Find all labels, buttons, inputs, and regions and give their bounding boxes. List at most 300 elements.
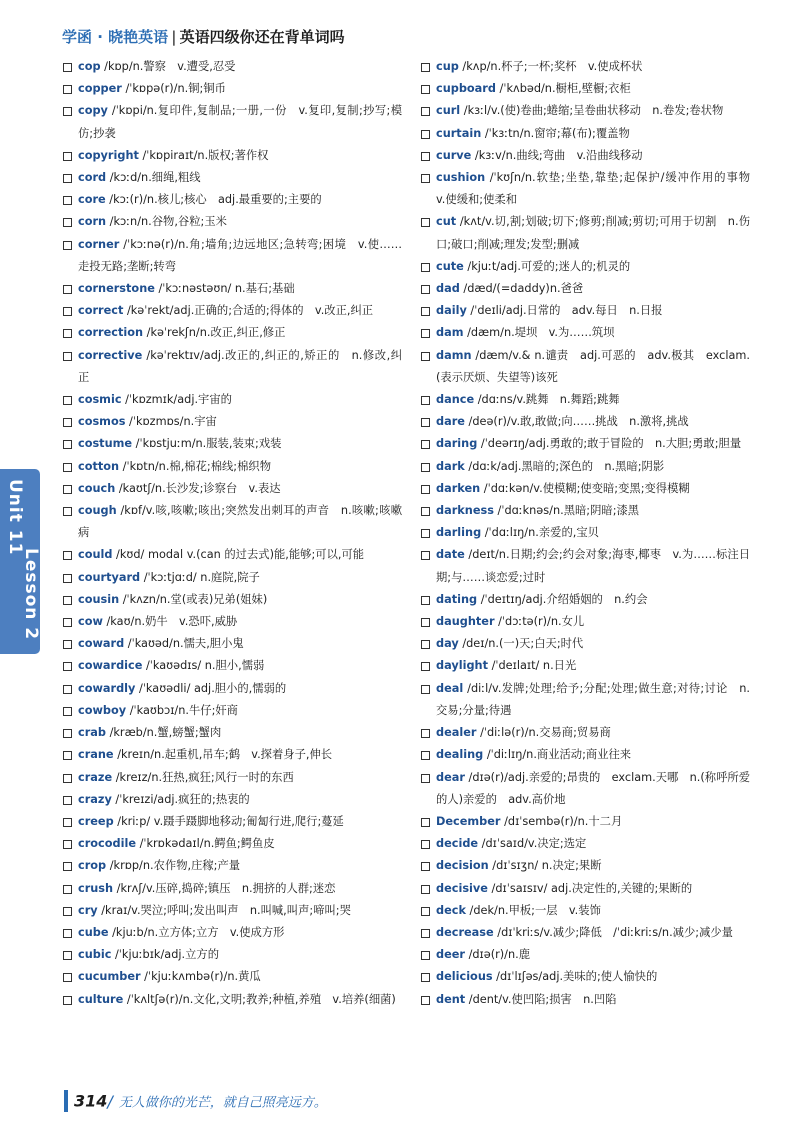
vocab-definition: /ˈkreɪzi/adj.疯狂的;热衷的 [111, 792, 250, 806]
vocab-entry [62, 767, 402, 789]
vocab-word: copy [78, 104, 108, 118]
vocab-entry [62, 922, 402, 944]
checkbox-icon[interactable] [63, 63, 72, 72]
vocab-word: curl [436, 104, 461, 118]
vocab-word: daily [436, 304, 467, 318]
vocab-definition: /ˈkɔːnəstəʊn/ n.基石;基础 [154, 282, 295, 296]
checkbox-icon[interactable] [63, 774, 72, 783]
vocab-definition: /ˈdɑːlɪŋ/n.亲爱的,宝贝 [481, 526, 599, 540]
vocab-definition: /deɪt/n.日期;约会;约会对象;海枣,椰枣 v.为……标注日期;与……谈恋爱;过时 [436, 548, 750, 584]
vocab-entry [420, 345, 750, 389]
checkbox-icon[interactable] [63, 907, 72, 916]
vocab-word: cotton [78, 459, 120, 473]
vocab-word: copper [78, 82, 122, 96]
page-footer [64, 1090, 327, 1112]
vocab-definition: /dɑːk/adj.黑暗的;深色的 n.黑暗;阴影 [464, 459, 665, 473]
checkbox-icon[interactable] [63, 218, 72, 227]
vocab-word: curtain [436, 126, 482, 140]
checkbox-icon[interactable] [63, 640, 72, 649]
vocab-definition: /ˈkɔːtjɑːd/ n.庭院,院子 [140, 570, 260, 584]
checkbox-icon[interactable] [63, 840, 72, 849]
vocab-definition: /kəˈrekt/adj.正确的;合适的;得体的 v.改正,纠正 [123, 304, 374, 318]
vocab-word: copyright [78, 148, 139, 162]
vocab-word: curve [436, 148, 472, 162]
vocab-word: cucumber [78, 970, 141, 984]
vocab-entry [420, 56, 750, 78]
checkbox-icon[interactable] [63, 929, 72, 938]
vocab-word: cube [78, 925, 109, 939]
checkbox-icon[interactable] [421, 996, 430, 1005]
left-word-column [62, 56, 402, 1011]
vocab-definition: /kaʊtʃ/n.长沙发;诊察台 v.表达 [115, 481, 281, 495]
vocab-word: date [436, 548, 465, 562]
checkbox-icon[interactable] [63, 751, 72, 760]
vocab-definition: /dɪə(r)/n.鹿 [464, 948, 531, 962]
vocab-word: craze [78, 770, 113, 784]
vocab-word: decisive [436, 881, 488, 895]
vocab-definition: /kræb/n.蟹,螃蟹;蟹肉 [105, 726, 222, 740]
checkbox-icon[interactable] [63, 662, 72, 671]
vocab-entry [62, 611, 402, 633]
vocab-word: decision [436, 859, 489, 873]
checkbox-icon[interactable] [421, 463, 430, 472]
vocab-word: cup [436, 60, 459, 73]
vocab-word: cupboard [436, 82, 496, 96]
checkbox-icon[interactable] [421, 751, 430, 760]
checkbox-icon[interactable] [63, 596, 72, 605]
vocab-definition: /kəˈrekʃn/n.改正,纠正,修正 [143, 326, 286, 340]
vocab-word: dent [436, 992, 466, 1006]
vocab-word: dad [436, 282, 460, 296]
vocab-entry [62, 100, 402, 144]
vocab-definition: /ˈkɒzmɪk/adj.宇宙的 [121, 393, 232, 407]
vocab-word: crop [78, 859, 107, 873]
vocab-entry [62, 167, 402, 189]
vocab-entry [62, 944, 402, 966]
checkbox-icon[interactable] [421, 485, 430, 494]
vocab-entry [420, 722, 750, 744]
vocab-word: core [78, 193, 106, 207]
vocab-entry [420, 78, 750, 100]
vocab-word: cowardice [78, 659, 143, 673]
vocab-entry [62, 56, 402, 78]
vocab-definition: /ˈdeɪtɪŋ/adj.介绍婚姻的 n.约会 [477, 592, 648, 606]
vocab-word: courtyard [78, 570, 141, 584]
checkbox-icon[interactable] [63, 485, 72, 494]
header-brand: 学函 · 晓艳英语 [62, 28, 169, 46]
vocab-definition: /ˈkɜːtn/n.窗帘;幕(布);覆盖物 [481, 126, 630, 140]
checkbox-icon[interactable] [63, 418, 72, 427]
vocab-definition: /ˈkaʊbɔɪ/n.牛仔;奸商 [126, 703, 238, 717]
vocab-definition: /ˈdiːlɪŋ/n.商业活动;商业往来 [483, 748, 632, 762]
vocab-definition: /kjuːt/adj.可爱的;迷人的;机灵的 [463, 259, 631, 273]
vocab-entry [420, 589, 750, 611]
checkbox-icon[interactable] [421, 218, 430, 227]
checkbox-icon[interactable] [63, 796, 72, 805]
vocab-word: crocodile [78, 837, 136, 851]
checkbox-icon[interactable] [63, 396, 72, 405]
vocab-definition: /ˈkʌbəd/n.橱柜,壁橱;衣柜 [495, 82, 631, 96]
vocab-entry [420, 433, 750, 455]
vocab-definition: /ˈdɑːknəs/n.黑暗;阴暗;漆黑 [493, 504, 640, 518]
footer-slash: / [107, 1091, 113, 1111]
vocab-definition: /ˈdiːlə(r)/n.交易商;贸易商 [476, 726, 611, 740]
vocab-word: darling [436, 526, 482, 540]
checkbox-icon[interactable] [421, 951, 430, 960]
vocab-entry [420, 123, 750, 145]
vocab-word: December [436, 814, 501, 828]
vocab-word: corner [78, 237, 120, 251]
vocab-definition: /dæm/n.堤坝 v.为……筑坝 [463, 326, 615, 340]
checkbox-icon[interactable] [421, 285, 430, 294]
vocab-definition: /kʊd/ modal v.(can 的过去式)能,能够;可以,可能 [112, 548, 365, 562]
vocab-entry [62, 411, 402, 433]
checkbox-icon[interactable] [421, 352, 430, 361]
vocab-entry [420, 767, 750, 811]
checkbox-icon[interactable] [421, 152, 430, 161]
checkbox-icon[interactable] [421, 551, 430, 560]
vocab-entry [420, 922, 750, 944]
vocab-word: crazy [78, 792, 112, 806]
vocab-definition: /ˈkɒzmɒs/n.宇宙 [125, 415, 217, 429]
vocab-entry [420, 145, 750, 167]
vocab-definition: /ˈkʌltʃə(r)/n.文化,文明;教养;种植,养殖 v.培养(细菌) [123, 992, 396, 1006]
vocab-entry [62, 589, 402, 611]
vocab-definition: /diːl/v.发牌;处理;给予;分配;处理;做生意;对待;讨论 n.交易;分量;待遇 [436, 681, 750, 717]
vocab-definition: /dɪə(r)/adj.亲爱的;昂贵的 exclam.天哪 n.(称呼所爱的人)亲爱的 adv.高价地 [436, 770, 750, 806]
vocab-entry [62, 300, 402, 322]
vocab-definition: /ˈkʌzn/n.堂(或表)兄弟(姐妹) [119, 592, 268, 606]
checkbox-icon[interactable] [63, 241, 72, 250]
checkbox-icon[interactable] [63, 352, 72, 361]
vocab-entry [62, 700, 402, 722]
vocab-definition: /ˈdɔːtə(r)/n.女儿 [494, 615, 585, 629]
vocab-entry [62, 811, 402, 833]
vocab-entry [420, 300, 750, 322]
checkbox-icon[interactable] [63, 329, 72, 338]
vocab-definition: /kɔː(r)/n.核儿;核心 adj.最重要的;主要的 [105, 193, 322, 207]
vocab-definition: /ˈdɑːkən/v.使模糊;使变暗;变黑;变得模糊 [480, 481, 690, 495]
vocab-word: crane [78, 748, 114, 762]
vocab-definition: /dɪˈkriːs/v.减少;降低 /ˈdiːkriːs/n.减少;减少量 [493, 925, 733, 939]
vocab-word: cosmos [78, 415, 126, 429]
vocab-definition: /kʌt/v.切,割;划破;切下;修剪;削减;剪切;可用于切割 n.伤口;破口;削减;理发;发型;删减 [436, 215, 750, 251]
vocab-entry [62, 744, 402, 766]
checkbox-icon[interactable] [63, 440, 72, 449]
checkbox-icon[interactable] [421, 685, 430, 694]
checkbox-icon[interactable] [421, 107, 430, 116]
vocab-definition: /kriːp/ v.蹑手蹑脚地移动;匍匐行进,爬行;蔓延 [113, 814, 344, 828]
checkbox-icon[interactable] [421, 973, 430, 982]
vocab-word: dam [436, 326, 464, 340]
vocab-word: dare [436, 415, 465, 429]
vocab-entry [420, 833, 750, 855]
vocab-definition: /krɒp/n.农作物,庄稼;产量 [106, 859, 241, 873]
vocab-entry [62, 633, 402, 655]
vocab-entry [62, 78, 402, 100]
vocab-entry [420, 456, 750, 478]
vocab-definition: /dɪˈsɪʒn/ n.决定;果断 [488, 859, 602, 873]
vocab-definition: /kjuːb/n.立方体;立方 v.使成方形 [108, 925, 285, 939]
checkbox-icon[interactable] [63, 574, 72, 583]
checkbox-icon[interactable] [421, 640, 430, 649]
vocab-word: cowboy [78, 703, 127, 717]
vocab-word: daring [436, 437, 478, 451]
checkbox-icon[interactable] [63, 618, 72, 627]
vocab-definition: /ˈkrɒkədaɪl/n.鳄鱼;鳄鱼皮 [135, 837, 275, 851]
vocab-word: corn [78, 215, 107, 229]
page-number: 314 [74, 1091, 108, 1111]
side-tab-lesson: Lesson 2 [21, 548, 41, 641]
side-tab-unit: Unit 11 [5, 479, 25, 556]
vocab-word: cosmic [78, 393, 122, 407]
vocab-definition: /kreɪn/n.起重机,吊车;鹤 v.探着身子,伸长 [113, 748, 333, 762]
vocab-definition: /ˈkɒpə(r)/n.铜;铜币 [121, 82, 226, 96]
vocab-definition: /kɜːv/n.曲线;弯曲 v.沿曲线移动 [471, 148, 643, 162]
vocab-word: cord [78, 171, 107, 185]
vocab-word: coward [78, 637, 125, 651]
footer-bar [64, 1090, 68, 1112]
vocab-definition: /kaʊ/n.奶牛 v.恐吓,威胁 [102, 615, 238, 629]
vocab-entry [420, 167, 762, 211]
vocab-definition: /ˈkɒtn/n.棉,棉花;棉线;棉织物 [119, 459, 272, 473]
vocab-definition: /ˈkaʊədɪs/ n.胆小,懦弱 [142, 659, 265, 673]
checkbox-icon[interactable] [63, 463, 72, 472]
vocab-word: correct [78, 304, 124, 318]
vocab-definition: /deɪ/n.(一)天;白天;时代 [458, 637, 584, 651]
vocab-definition: /dɪˈsaɪsɪv/ adj.决定性的,关键的;果断的 [487, 881, 693, 895]
vocab-entry [62, 234, 402, 278]
vocab-definition: /dek/n.甲板;一层 v.装饰 [465, 903, 601, 917]
checkbox-icon[interactable] [421, 862, 430, 871]
vocab-entry [62, 567, 402, 589]
checkbox-icon[interactable] [63, 174, 72, 183]
vocab-word: dealer [436, 726, 477, 740]
checkbox-icon[interactable] [421, 774, 430, 783]
vocab-definition: /dɑːns/v.跳舞 n.舞蹈;跳舞 [474, 393, 620, 407]
vocab-entry [420, 655, 750, 677]
vocab-definition: /kəˈrektɪv/adj.改正的,纠正的,矫正的 n.修改,纠正 [78, 348, 402, 384]
vocab-definition: /ˈkʊʃn/n.软垫;坐垫,靠垫;起保护/缓冲作用的事物 v.使缓和;使柔和 [436, 171, 762, 207]
vocab-definition: /ˈkjuːbɪk/adj.立方的 [111, 948, 219, 962]
vocab-entry [62, 322, 402, 344]
vocab-entry [420, 633, 750, 655]
vocab-word: darkness [436, 504, 494, 518]
vocab-entry [62, 433, 402, 455]
vocab-entry [420, 855, 750, 877]
checkbox-icon[interactable] [63, 973, 72, 982]
vocab-entry [420, 878, 750, 900]
vocab-word: day [436, 637, 459, 651]
vocab-entry [62, 789, 402, 811]
vocab-entry [62, 989, 402, 1011]
vocab-entry [62, 211, 402, 233]
vocab-definition: /ˈkɒstjuːm/n.服装,装束;戏装 [132, 437, 282, 451]
checkbox-icon[interactable] [421, 329, 430, 338]
vocab-entry [420, 478, 750, 500]
vocab-entry [62, 833, 402, 855]
checkbox-icon[interactable] [63, 951, 72, 960]
vocab-word: dance [436, 393, 475, 407]
checkbox-icon[interactable] [421, 418, 430, 427]
checkbox-icon[interactable] [421, 396, 430, 405]
vocab-definition: /kɜːl/v.(使)卷曲;蜷缩;呈卷曲状移动 n.卷发;卷状物 [460, 104, 724, 118]
checkbox-icon[interactable] [421, 174, 430, 183]
vocab-definition: /ˈkɒpi/n.复印件,复制品;一册,一份 v.复印,复制;抄写;模仿;抄袭 [78, 104, 402, 140]
vocab-word: cow [78, 615, 103, 629]
vocab-definition: /kɒp/n.警察 v.遭受,忍受 [100, 60, 236, 73]
checkbox-icon[interactable] [63, 307, 72, 316]
checkbox-icon[interactable] [421, 263, 430, 272]
checkbox-icon[interactable] [63, 107, 72, 116]
checkbox-icon[interactable] [63, 707, 72, 716]
vocab-word: costume [78, 437, 133, 451]
vocab-definition: /dent/v.使凹陷;损害 n.凹陷 [465, 992, 617, 1006]
vocab-entry [62, 278, 402, 300]
checkbox-icon[interactable] [421, 85, 430, 94]
vocab-word: dealing [436, 748, 484, 762]
vocab-entry [62, 722, 402, 744]
checkbox-icon[interactable] [421, 307, 430, 316]
checkbox-icon[interactable] [421, 130, 430, 139]
vocab-entry [62, 878, 402, 900]
vocab-entry [62, 478, 402, 500]
vocab-entry [420, 900, 750, 922]
vocab-definition: /kɔːn/n.谷物,谷粒;玉米 [106, 215, 227, 229]
vocab-entry [420, 544, 750, 588]
vocab-entry [62, 855, 402, 877]
checkbox-icon[interactable] [421, 818, 430, 827]
vocab-entry [62, 900, 402, 922]
footer-motto: 无人做你的光芒，就自己照亮远方。 [118, 1095, 327, 1111]
vocab-entry [420, 389, 750, 411]
vocab-word: cornerstone [78, 282, 155, 296]
vocab-word: cousin [78, 592, 120, 606]
header-title: 英语四级你还在背单词吗 [179, 28, 345, 46]
vocab-word: crush [78, 881, 114, 895]
vocab-definition: /kreɪz/n.狂热,疯狂;风行一时的东西 [112, 770, 294, 784]
vocab-entry [62, 544, 402, 566]
vocab-definition: /kraɪ/v.哭泣;呼叫;发出叫声 n.叫喊,叫声;啼叫;哭 [97, 903, 351, 917]
vocab-definition: /ˈkaʊəd/n.懦夫,胆小鬼 [124, 637, 244, 651]
vocab-word: decrease [436, 925, 494, 939]
vocab-entry [420, 411, 750, 433]
checkbox-icon[interactable] [63, 685, 72, 694]
vocab-word: corrective [78, 348, 143, 362]
vocab-definition: /dæd/(=daddy)n.爸爸 [459, 282, 584, 296]
checkbox-icon[interactable] [63, 551, 72, 560]
checkbox-icon[interactable] [421, 885, 430, 894]
vocab-definition: /dɪˈsaɪd/v.决定;选定 [478, 837, 587, 851]
vocab-word: cop [78, 60, 101, 73]
header-separator: | [171, 28, 177, 46]
vocab-word: deal [436, 681, 464, 695]
vocab-word: decide [436, 837, 479, 851]
vocab-word: deck [436, 903, 466, 917]
checkbox-icon[interactable] [421, 618, 430, 627]
vocab-word: cute [436, 259, 464, 273]
vocab-word: darken [436, 481, 481, 495]
vocab-definition: /krʌʃ/v.压碎,捣碎;镇压 n.拥挤的人群;迷恋 [113, 881, 336, 895]
vocab-entry [420, 678, 750, 722]
vocab-word: dear [436, 770, 465, 784]
checkbox-icon[interactable] [421, 929, 430, 938]
checkbox-icon[interactable] [421, 529, 430, 538]
vocab-definition: /ˈkaʊədli/ adj.胆小的,懦弱的 [135, 681, 287, 695]
vocab-definition: /ˈdeɪlaɪt/ n.日光 [488, 659, 577, 673]
vocab-word: culture [78, 992, 124, 1006]
checkbox-icon[interactable] [63, 85, 72, 94]
checkbox-icon[interactable] [421, 596, 430, 605]
vocab-entry [62, 678, 402, 700]
vocab-word: dark [436, 459, 465, 473]
vocab-word: cowardly [78, 681, 136, 695]
vocab-definition: /dæm/v.& n.谴责 adj.可恶的 adv.极其 exclam.(表示厌烦、失望等)该死 [436, 348, 750, 384]
vocab-definition: /ˈdeɪli/adj.日常的 adv.每日 n.日报 [466, 304, 663, 318]
vocab-entry [62, 966, 402, 988]
vocab-word: damn [436, 348, 472, 362]
vocab-word: crab [78, 726, 106, 740]
vocab-entry [62, 500, 402, 544]
vocab-word: could [78, 548, 113, 562]
vocab-entry [420, 811, 750, 833]
checkbox-icon[interactable] [421, 729, 430, 738]
vocab-entry [420, 256, 750, 278]
vocab-entry [62, 189, 402, 211]
vocab-definition: /kʌp/n.杯子;一杯;奖杯 v.使成杯状 [458, 60, 643, 73]
vocab-entry [62, 145, 402, 167]
vocab-word: couch [78, 481, 116, 495]
vocab-word: delicious [436, 970, 493, 984]
checkbox-icon[interactable] [63, 996, 72, 1005]
vocab-word: daylight [436, 659, 488, 673]
vocab-entry [62, 345, 402, 389]
vocab-entry [420, 522, 750, 544]
checkbox-icon[interactable] [63, 885, 72, 894]
vocab-word: cry [78, 903, 98, 917]
vocab-word: daughter [436, 615, 495, 629]
vocab-definition: /kɒf/v.咳,咳嗽;咳出;突然发出刺耳的声音 n.咳嗽;咳嗽病 [78, 504, 402, 540]
checkbox-icon[interactable] [63, 729, 72, 738]
checkbox-icon[interactable] [63, 862, 72, 871]
checkbox-icon[interactable] [63, 507, 72, 516]
vocab-definition: /deə(r)/v.敢,敢做;向……挑战 n.激将,挑战 [464, 415, 689, 429]
vocab-definition: /dɪˈlɪʃəs/adj.美味的;使人愉快的 [492, 970, 658, 984]
vocab-entry [420, 322, 750, 344]
checkbox-icon[interactable] [421, 662, 430, 671]
vocab-entry [62, 456, 402, 478]
vocab-definition: /dɪˈsembə(r)/n.十二月 [500, 814, 623, 828]
checkbox-icon[interactable] [421, 840, 430, 849]
vocab-definition: /ˈdeərɪŋ/adj.勇敢的;敢于冒险的 n.大胆;勇敢;胆量 [477, 437, 742, 451]
vocab-entry [62, 389, 402, 411]
vocab-word: deer [436, 948, 465, 962]
vocab-entry [420, 211, 750, 255]
checkbox-icon[interactable] [63, 818, 72, 827]
vocab-entry [420, 744, 750, 766]
checkbox-icon[interactable] [421, 507, 430, 516]
checkbox-icon[interactable] [421, 63, 430, 72]
vocab-entry [420, 611, 750, 633]
checkbox-icon[interactable] [63, 285, 72, 294]
checkbox-icon[interactable] [63, 152, 72, 161]
checkbox-icon[interactable] [63, 196, 72, 205]
vocab-definition: /ˈkɔːnə(r)/n.角;墙角;边远地区;急转弯;困境 v.使……走投无路;垄断;转弯 [78, 237, 402, 273]
vocab-entry [420, 966, 750, 988]
checkbox-icon[interactable] [421, 440, 430, 449]
vocab-definition: /kɔːd/n.细绳,粗线 [106, 171, 201, 185]
checkbox-icon[interactable] [421, 907, 430, 916]
